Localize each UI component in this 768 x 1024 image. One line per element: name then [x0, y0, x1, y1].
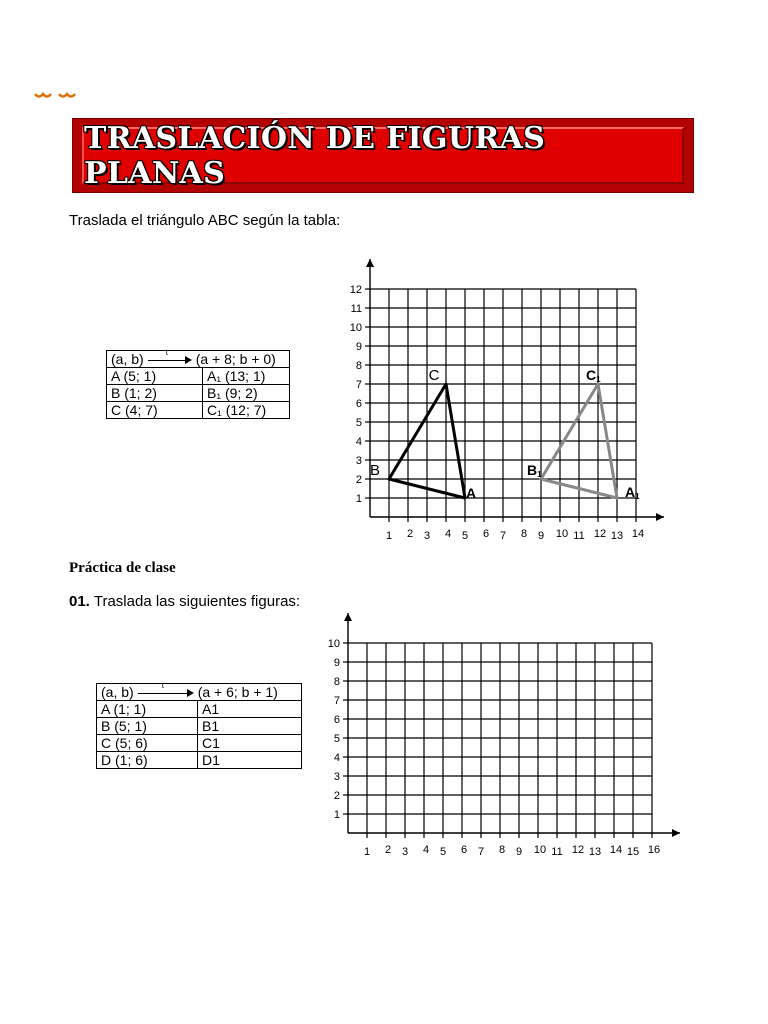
y-tick-label: 9	[355, 341, 362, 353]
x-tick-label: 12	[571, 844, 585, 856]
head-left: (a, b)	[101, 684, 134, 700]
x-tick-label: 5	[461, 530, 469, 542]
y-tick-label: 8	[333, 676, 340, 688]
x-tick-label: 7	[477, 846, 485, 858]
intro-text: Traslada el triángulo ABC según la tabla:	[69, 212, 341, 229]
y-tick-label: 2	[333, 790, 340, 802]
exercise-number: 01.	[69, 593, 90, 610]
exercise-prompt	[69, 593, 300, 610]
y-tick-label: 10	[327, 638, 340, 650]
y-tick-label: 1	[355, 493, 362, 505]
head-right: (a + 8; b + 0)	[195, 351, 276, 367]
vertex-label-c1: C1	[586, 367, 601, 384]
x-tick-label: 1	[363, 846, 371, 858]
title-banner	[72, 118, 694, 193]
y-tick-label: 10	[349, 322, 362, 334]
y-tick-label: 7	[333, 695, 340, 707]
x-tick-label: 13	[588, 846, 602, 858]
y-tick-label: 8	[355, 360, 362, 372]
x-tick-label: 7	[499, 530, 507, 542]
y-tick-label: 3	[333, 771, 340, 783]
vertex-label-c: C	[428, 367, 440, 384]
x-tick-label: 13	[610, 530, 624, 542]
translation-table-1	[106, 350, 290, 419]
x-tick-label: 5	[439, 846, 447, 858]
y-tick-label: 6	[333, 714, 340, 726]
arrow-icon: t	[138, 688, 194, 698]
vertex-label-b: B	[369, 462, 381, 479]
table-row: A (5; 1) A₁ (13; 1)	[107, 368, 290, 385]
x-axis-arrow-icon	[672, 829, 680, 837]
table-row: B (5; 1) B1	[97, 718, 302, 735]
x-tick-label: 12	[593, 528, 607, 540]
x-tick-label: 14	[609, 844, 623, 856]
x-tick-label: 11	[573, 530, 585, 542]
x-tick-label: 16	[647, 844, 661, 856]
y-tick-label: 1	[333, 809, 340, 821]
y-tick-label: 3	[355, 455, 362, 467]
y-tick-label: 5	[355, 417, 362, 429]
y-tick-label: 4	[333, 752, 340, 764]
table-row: C (4; 7) C₁ (12; 7)	[107, 402, 290, 419]
head-left: (a, b)	[111, 351, 144, 367]
exercise-text: Traslada las siguientes figuras:	[93, 593, 301, 610]
vertex-label-a1: A1	[625, 484, 640, 501]
x-tick-label: 6	[482, 528, 490, 540]
x-tick-label: 3	[401, 846, 409, 858]
y-tick-label: 11	[350, 303, 362, 315]
x-tick-label: 15	[626, 846, 640, 858]
coordinate-grid-1	[330, 255, 690, 545]
x-tick-label: 3	[423, 530, 431, 542]
y-axis-arrow-icon	[344, 613, 352, 621]
y-axis-arrow-icon	[366, 259, 374, 267]
y-tick-label: 7	[355, 379, 362, 391]
x-tick-label: 8	[520, 528, 528, 540]
y-tick-label: 9	[333, 657, 340, 669]
x-tick-label: 2	[406, 528, 414, 540]
x-tick-label: 10	[555, 528, 569, 540]
x-tick-label: 6	[460, 844, 468, 856]
table-row: D (1; 6) D1	[97, 752, 302, 769]
section-title: Práctica de clase	[69, 560, 176, 576]
x-tick-label: 1	[385, 530, 393, 542]
y-tick-label: 6	[355, 398, 362, 410]
x-tick-label: 10	[533, 844, 547, 856]
y-tick-label: 4	[355, 436, 362, 448]
coordinate-grid-2	[310, 612, 690, 862]
x-tick-label: 14	[631, 528, 645, 540]
page-title: TRASLACIÓN DE FIGURAS PLANAS	[84, 120, 546, 191]
y-tick-label: 2	[355, 474, 362, 486]
table-row: C (5; 6) C1	[97, 735, 302, 752]
x-tick-label: 2	[384, 844, 392, 856]
x-tick-label: 11	[551, 846, 563, 858]
arrow-icon: t	[148, 355, 192, 365]
y-tick-label: 12	[349, 284, 362, 296]
decorative-marks	[33, 90, 83, 102]
vertex-label-a: A	[465, 485, 477, 501]
x-tick-label: 4	[444, 528, 452, 540]
vertex-label-b1: B1	[527, 462, 542, 479]
x-tick-label: 9	[515, 846, 523, 858]
x-tick-label: 4	[422, 844, 430, 856]
translation-table-2	[96, 683, 302, 769]
x-tick-label: 9	[537, 530, 545, 542]
y-tick-label: 5	[333, 733, 340, 745]
x-tick-label: 8	[498, 844, 506, 856]
head-right: (a + 6; b + 1)	[197, 684, 278, 700]
table-header-row	[97, 684, 302, 701]
x-axis-arrow-icon	[656, 513, 664, 521]
table-header-row	[107, 351, 290, 368]
table-row: B (1; 2) B₁ (9; 2)	[107, 385, 290, 402]
table-row: A (1; 1) A1	[97, 701, 302, 718]
